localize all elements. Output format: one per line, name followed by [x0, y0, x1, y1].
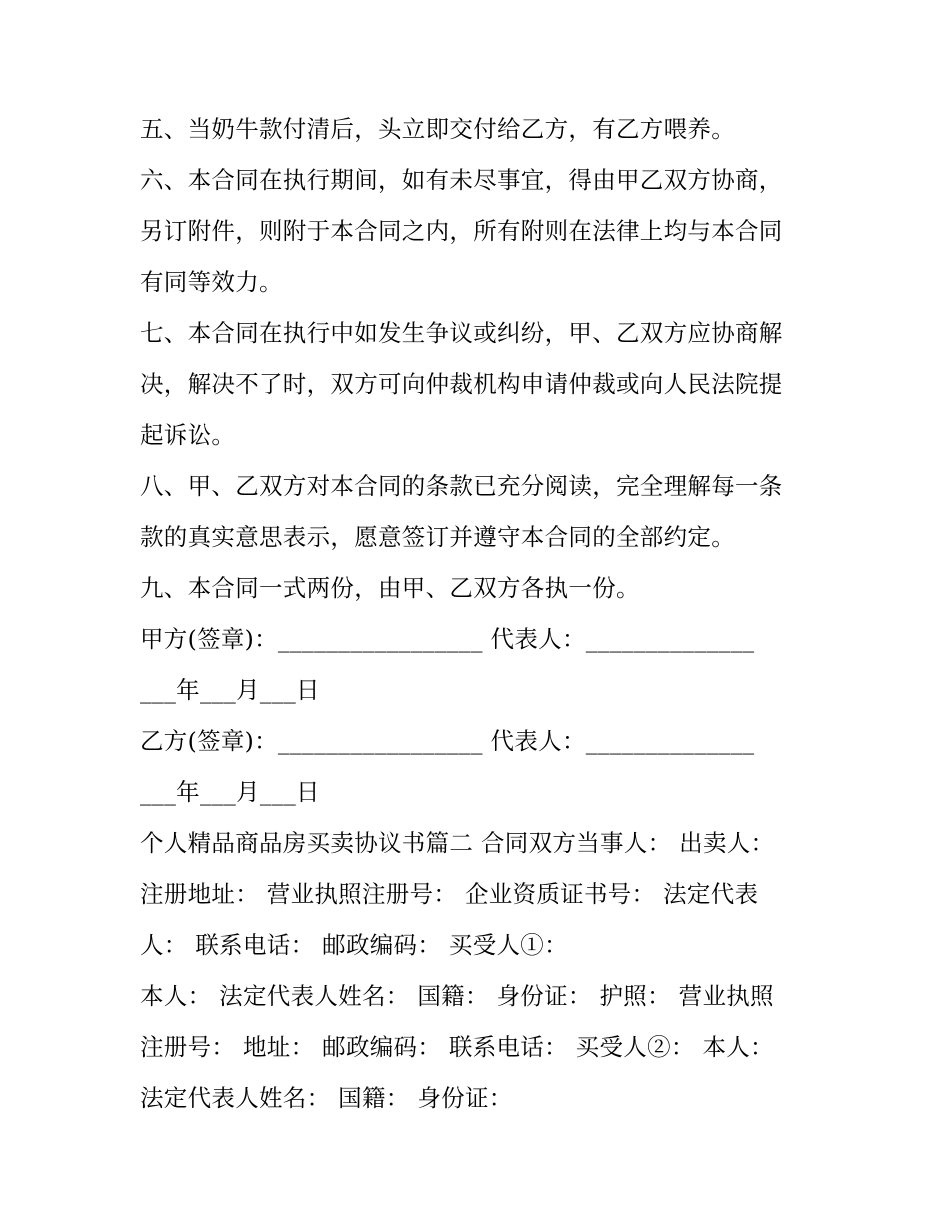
seller-info-line-2: 人： 联系电话： 邮政编码： 买受人①： [140, 931, 568, 959]
buyer-1-info-line-2: 注册号： 地址： 邮政编码： 联系电话： 买受人②： 本人： [140, 1033, 774, 1061]
clause-7-line-2: 决，解决不了时，双方可向仲裁机构申请仲裁或向人民法院提 [140, 370, 783, 398]
party-b-date-line: ___年___月___日 [140, 778, 320, 806]
buyer-2-info-line: 法定代表人姓名： 国籍： 身份证： [140, 1084, 513, 1112]
clause-9-line: 九、本合同一式两份，由甲、乙双方各执一份。 [140, 574, 640, 602]
party-b-signature-line: 乙方(签章)：_________________ 代表人：______________ [140, 727, 755, 755]
party-a-signature-line: 甲方(签章)：_________________ 代表人：______________ [140, 625, 755, 653]
party-a-date-line: ___年___月___日 [140, 676, 320, 704]
clause-8-line-2: 款的真实意思表示，愿意签订并遵守本合同的全部约定。 [140, 523, 735, 551]
clause-6-line-3: 有同等效力。 [140, 268, 283, 296]
buyer-1-info-line-1: 本人： 法定代表人姓名： 国籍： 身份证： 护照： 营业执照 [140, 982, 774, 1010]
clause-8-line-1: 八、甲、乙双方对本合同的条款已充分阅读，完全理解每一条 [140, 472, 783, 500]
section-2-heading-line: 个人精品商品房买卖协议书篇二 合同双方当事人： 出卖人： [140, 829, 775, 857]
clause-6-line-2: 另订附件，则附于本合同之内，所有附则在法律上均与本合同 [140, 217, 783, 245]
seller-info-line-1: 注册地址： 营业执照注册号： 企业资质证书号： 法定代表 [140, 880, 759, 908]
clause-5-line: 五、当奶牛款付清后，头立即交付给乙方，有乙方喂养。 [140, 115, 735, 143]
clause-7-line-3: 起诉讼。 [140, 421, 236, 449]
clause-6-line-1: 六、本合同在执行期间，如有未尽事宜，得由甲乙双方协商， [140, 166, 783, 194]
clause-7-line-1: 七、本合同在执行中如发生争议或纠纷，甲、乙双方应协商解 [140, 319, 783, 347]
